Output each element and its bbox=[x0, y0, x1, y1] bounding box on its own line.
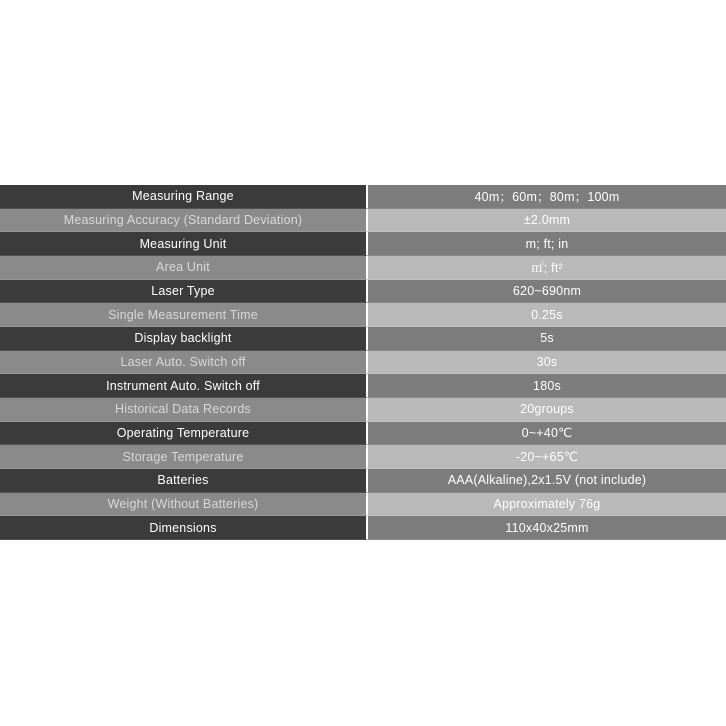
spec-label: Display backlight bbox=[0, 327, 368, 351]
spec-label: Measuring Range bbox=[0, 185, 368, 209]
spec-label: Dimensions bbox=[0, 516, 368, 540]
spec-label: Instrument Auto. Switch off bbox=[0, 374, 368, 398]
spec-row-display-backlight bbox=[0, 327, 726, 351]
spec-row-weight bbox=[0, 493, 726, 517]
spec-value: Approximately 76g bbox=[368, 493, 726, 517]
spec-label: Single Measurement Time bbox=[0, 303, 368, 327]
spec-value: -20~+65℃ bbox=[368, 445, 726, 469]
spec-row-historical-data-records bbox=[0, 398, 726, 422]
spec-value: 110x40x25mm bbox=[368, 516, 726, 540]
spec-row-measuring-range bbox=[0, 185, 726, 209]
spec-row-single-measurement-time bbox=[0, 303, 726, 327]
spec-value: 20groups bbox=[368, 398, 726, 422]
spec-value: 620~690nm bbox=[368, 280, 726, 304]
spec-row-laser-type bbox=[0, 280, 726, 304]
spec-value: 0~+40℃ bbox=[368, 422, 726, 446]
spec-value: 180s bbox=[368, 374, 726, 398]
spec-row-laser-auto-switch-off bbox=[0, 351, 726, 375]
spec-label: Laser Type bbox=[0, 280, 368, 304]
spec-row-storage-temperature bbox=[0, 445, 726, 469]
spec-row-dimensions bbox=[0, 516, 726, 540]
spec-value: m; ft; in bbox=[368, 232, 726, 256]
spec-label: Historical Data Records bbox=[0, 398, 368, 422]
spec-label: Storage Temperature bbox=[0, 445, 368, 469]
specification-table bbox=[0, 185, 726, 540]
spec-label: Measuring Unit bbox=[0, 232, 368, 256]
spec-row-instrument-auto-switch-off bbox=[0, 374, 726, 398]
spec-value: ㎡; ft² bbox=[368, 256, 726, 280]
spec-label: Operating Temperature bbox=[0, 422, 368, 446]
spec-row-area-unit bbox=[0, 256, 726, 280]
spec-value: 5s bbox=[368, 327, 726, 351]
spec-row-batteries bbox=[0, 469, 726, 493]
spec-row-measuring-unit bbox=[0, 232, 726, 256]
spec-value: ±2.0mm bbox=[368, 209, 726, 233]
spec-value: AAA(Alkaline),2x1.5V (not include) bbox=[368, 469, 726, 493]
spec-value: 0.25s bbox=[368, 303, 726, 327]
spec-label: Laser Auto. Switch off bbox=[0, 351, 368, 375]
spec-label: Weight (Without Batteries) bbox=[0, 493, 368, 517]
spec-row-measuring-accuracy bbox=[0, 209, 726, 233]
spec-value: 30s bbox=[368, 351, 726, 375]
spec-label: Batteries bbox=[0, 469, 368, 493]
spec-value: 40m；60m；80m；100m bbox=[368, 185, 726, 209]
spec-label: Area Unit bbox=[0, 256, 368, 280]
spec-label: Measuring Accuracy (Standard Deviation) bbox=[0, 209, 368, 233]
spec-row-operating-temperature bbox=[0, 422, 726, 446]
